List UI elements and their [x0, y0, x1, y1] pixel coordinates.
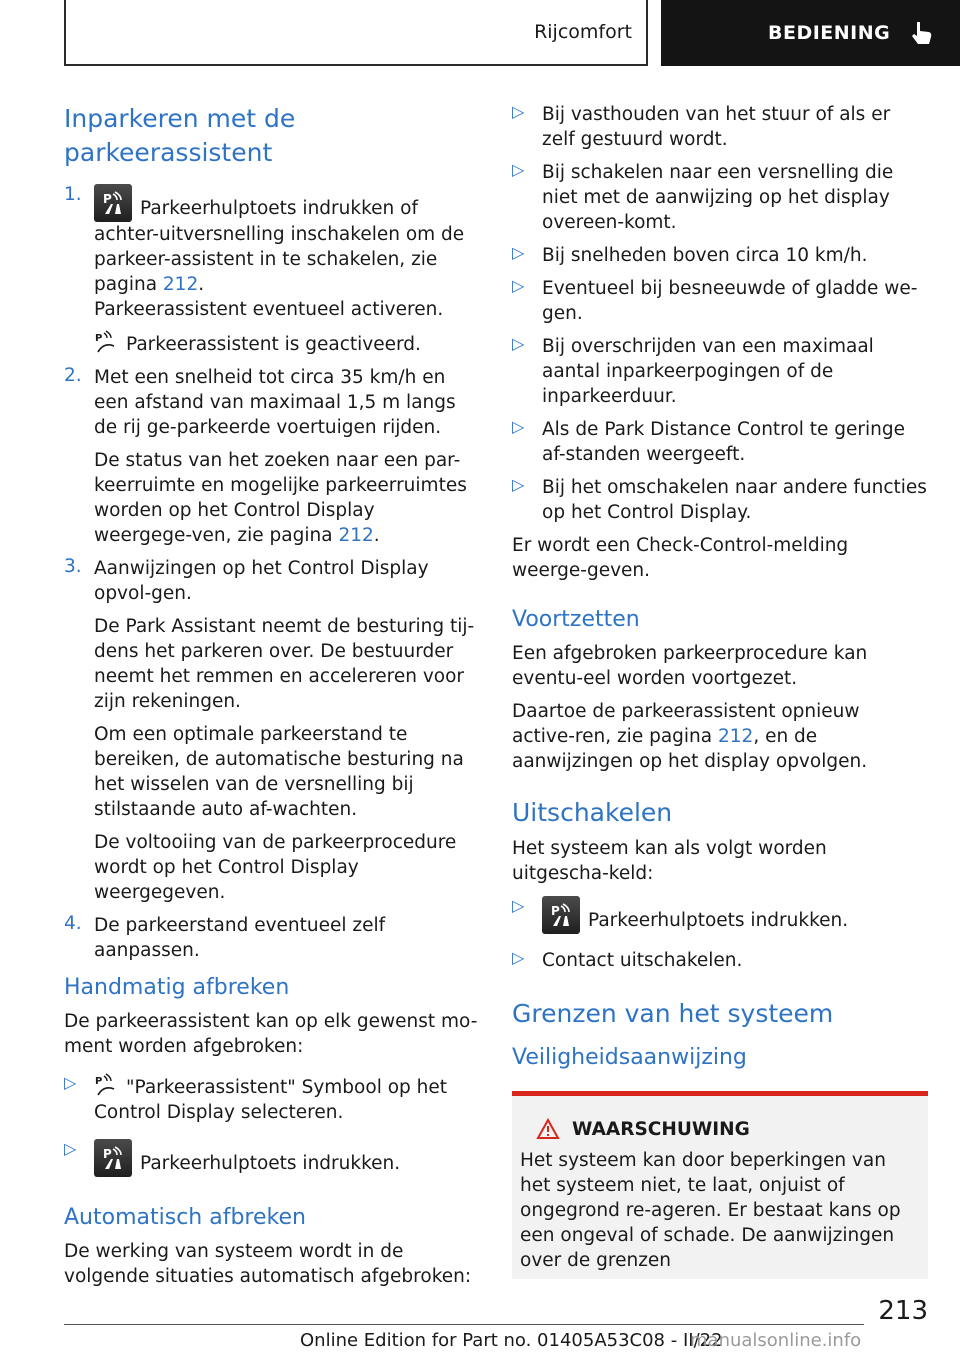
safety-note-heading: Veiligheidsaanwijzing [512, 1045, 747, 1070]
switch-off-intro: Het systeem kan als volgt worden uitgescha-keld: [512, 838, 827, 884]
footer-edition: Online Edition for Part no. 01405A53C08 - II/22 [300, 1330, 723, 1351]
auto-cancel-heading: Automatisch afbreken [64, 1205, 306, 1230]
warning-triangle-icon [536, 1118, 560, 1140]
list-item: ▷ Eventueel bij besneeuwde of gladde we-gen. [512, 276, 918, 324]
step-text: Met een snelheid tot circa 35 km/h en een afstand van maximaal 1,5 m langs de rij ge-parkeerde voertuigen rijden. [94, 367, 456, 438]
step-3 [64, 556, 478, 905]
bullet-triangle-icon: ▷ [512, 160, 525, 179]
page-link[interactable]: 212 [162, 274, 199, 295]
step-1 [64, 184, 478, 357]
resume-text-2: Daartoe de parkeerassistent opnieuw active-ren, zie pagina 212, en de aanwijzingen op het display opvolgen. [512, 701, 868, 772]
page-link[interactable]: 212 [338, 525, 374, 546]
bullet-triangle-icon: ▷ [512, 896, 525, 915]
header-chapter-tab [661, 0, 960, 66]
bullet-triangle-icon: ▷ [512, 475, 525, 494]
list-item: ▷ Contact uitschakelen. [512, 948, 743, 971]
list-item: ▷ P Parkeerhulptoets indrukken. [64, 1139, 478, 1177]
step-number: 2. [64, 365, 82, 386]
list-item: ▷ Bij het omschakelen naar andere functies op het Control Display. [512, 475, 927, 523]
list-item: ▷ Als de Park Distance Control te geringe af-standen weergeeft. [512, 417, 905, 465]
header-chapter-title: BEDIENING [768, 22, 891, 44]
page-number: 213 [878, 1296, 928, 1326]
resume-heading: Voortzetten [512, 607, 640, 632]
step-sub-text: Om een optimale parkeerstand te bereiken, de automatische besturing na het wisselen van de versnelling bij stilstaande auto af-wachten. [94, 724, 464, 820]
step-text: De parkeerstand eventueel zelf aanpassen. [94, 915, 386, 961]
warning-box [512, 1091, 928, 1279]
step-sub-text: De Park Assistant neemt de besturing tij-dens het parkeren over. De bestuurder neemt het remmen en accelereren voor zijn rekeningen. [94, 616, 475, 712]
auto-cancel-list [512, 102, 928, 525]
bullet-triangle-icon: ▷ [512, 276, 525, 295]
svg-text:P: P [103, 192, 112, 206]
step-number: 1. [64, 184, 82, 205]
bullet-triangle-icon: ▷ [512, 102, 525, 121]
warning-text: Het systeem kan door beperkingen van het systeem niet, te laat, onjuist of ongegrond re-ageren. Er bestaat kans op een ongeval of schade. De aanwijzingen over de grenzen [520, 1150, 901, 1271]
list-item: ▷ P Parkeerhulptoets indrukken. [512, 896, 928, 934]
footer-divider [64, 1324, 864, 1325]
manual-cancel-intro: De parkeerassistent kan op elk gewenst mo-ment worden afgebroken: [64, 1011, 478, 1057]
step-text: Aanwijzingen op het Control Display opvol-gen. [94, 558, 429, 604]
step-text: P Parkeerhulptoets indrukken of achter-uitversnelling inschakelen om de parkeer-assistent in te schakelen, zie pagina 212. Parkeerassistent eventueel activeren. [94, 184, 478, 322]
switch-off-heading: Uitschakelen [512, 798, 673, 827]
bullet-triangle-icon: ▷ [512, 417, 525, 436]
list-item: ▷ Bij vasthouden van het stuur of als er zelf gestuurd wordt. [512, 102, 891, 150]
auto-cancel-intro: De werking van systeem wordt in de volgende situaties automatisch afgebroken: [64, 1241, 472, 1287]
list-item: ▷ P "Parkeerassistent" Symbool op het Control Display selecteren. [64, 1073, 448, 1123]
list-item: ▷ Bij snelheden boven circa 10 km/h. [512, 243, 868, 266]
hand-pointer-icon [908, 20, 934, 46]
bullet-triangle-icon: ▷ [64, 1139, 77, 1158]
park-assist-active-icon [94, 330, 118, 354]
step-sub-text: De status van het zoeken naar een par-keerruimte en mogelijke parkeerruimtes worden op het Control Display weergege-ven, zie pagina 212. [94, 450, 467, 546]
park-assist-button-icon [542, 896, 580, 934]
check-control-note: Er wordt een Check-Control-melding weerge-geven. [512, 535, 849, 581]
bullet-triangle-icon: ▷ [512, 948, 525, 967]
header-section-title: Rijcomfort [534, 21, 632, 43]
park-assist-button-icon [94, 1139, 132, 1177]
main-heading: Inparkeren met de parkeerassistent [64, 104, 296, 167]
list-item: ▷ Bij schakelen naar een versnelling die niet met de aanwijzing op het display overeen-komt. [512, 160, 894, 233]
system-limits-heading: Grenzen van het systeem [512, 999, 834, 1028]
bullet-triangle-icon: ▷ [512, 243, 525, 262]
step-sub-text: P Parkeerassistent is geactiveerd. [94, 330, 478, 357]
park-assist-active-icon [94, 1073, 118, 1097]
step-4 [64, 913, 478, 963]
right-column [512, 96, 928, 1279]
svg-text:P: P [103, 1147, 112, 1161]
bullet-triangle-icon: ▷ [512, 334, 525, 353]
manual-cancel-heading: Handmatig afbreken [64, 975, 290, 1000]
svg-text:P: P [551, 904, 560, 918]
footer-watermark: manualsonline.info [690, 1330, 862, 1351]
step-number: 3. [64, 556, 82, 577]
resume-text-1: Een afgebroken parkeerprocedure kan eventu-eel worden voortgezet. [512, 643, 868, 689]
step-2 [64, 365, 478, 548]
bullet-triangle-icon: ▷ [64, 1073, 77, 1092]
park-assist-button-icon [94, 184, 132, 222]
header-section-tab [64, 0, 648, 66]
step-sub-text: De voltooiing van de parkeerprocedure wordt op het Control Display weergegeven. [94, 832, 457, 903]
left-column [64, 96, 478, 1289]
list-item: ▷ Bij overschrijden van een maximaal aantal inparkeerpogingen of de inparkeerduur. [512, 334, 874, 407]
svg-text:P: P [95, 333, 103, 344]
page-link[interactable]: 212 [718, 726, 754, 747]
step-number: 4. [64, 913, 82, 934]
svg-text:P: P [95, 1076, 103, 1087]
warning-title: WAARSCHUWING [520, 1118, 920, 1140]
